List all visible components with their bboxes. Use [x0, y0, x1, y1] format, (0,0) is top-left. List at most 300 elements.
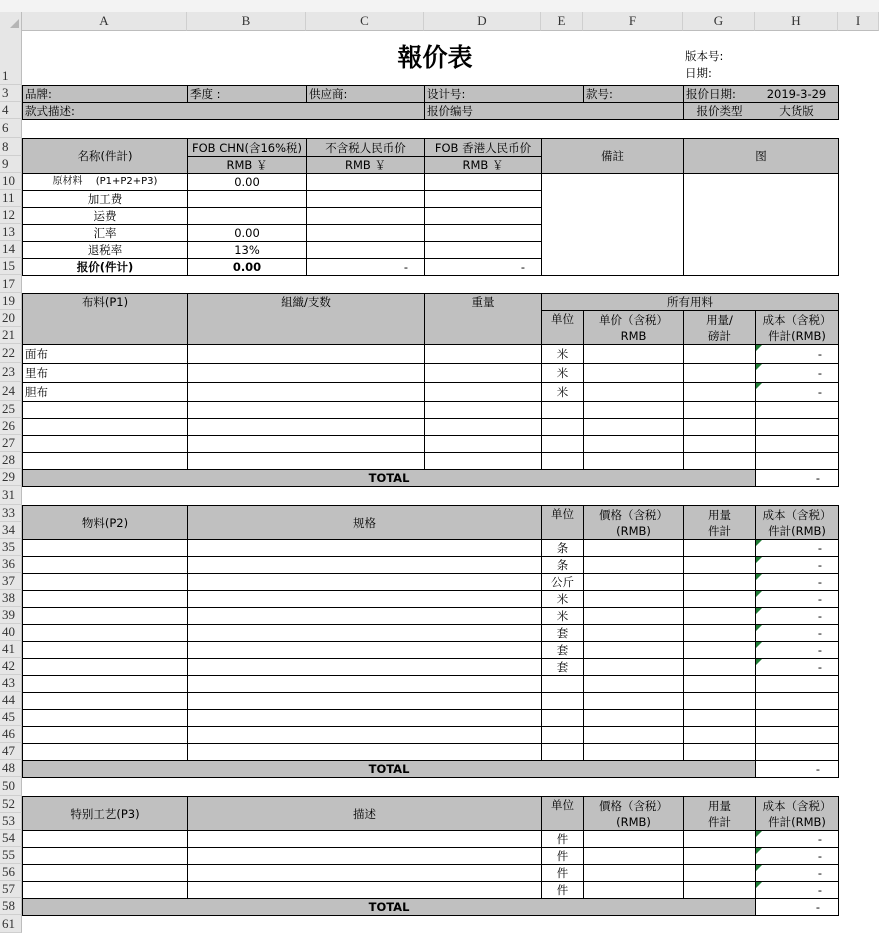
material-row-usage[interactable] — [683, 539, 756, 557]
fabric-row-unit[interactable] — [541, 382, 584, 402]
row-header[interactable]: 9 — [0, 156, 22, 173]
row-header[interactable]: 14 — [0, 241, 22, 258]
material-header-name[interactable] — [22, 505, 188, 540]
material-row-unit[interactable] — [541, 658, 584, 676]
fabric-row-name[interactable] — [22, 344, 188, 364]
material-row-spec[interactable] — [187, 624, 542, 642]
quote-type-value[interactable] — [755, 102, 839, 120]
fabric-row-cost[interactable] — [755, 382, 839, 402]
craft-row-cost[interactable] — [755, 881, 839, 899]
row-header[interactable]: 44 — [0, 692, 22, 709]
material-row-spec[interactable] — [187, 709, 542, 727]
row-header[interactable]: 34 — [0, 522, 22, 539]
column-header-b[interactable]: B — [187, 12, 306, 31]
material-row-name[interactable] — [22, 624, 188, 642]
fabric-row-spec[interactable] — [187, 435, 425, 453]
summary-header-currency[interactable] — [424, 156, 542, 174]
row-header[interactable]: 8 — [0, 138, 22, 156]
material-row-name[interactable] — [22, 556, 188, 574]
summary-row-notax[interactable] — [306, 224, 425, 242]
material-row-name[interactable] — [22, 675, 188, 693]
craft-row-price[interactable] — [583, 881, 684, 899]
material-row-spec[interactable] — [187, 573, 542, 591]
summary-row-hk[interactable] — [424, 258, 542, 276]
material-row-price[interactable] — [583, 624, 684, 642]
image-area[interactable] — [683, 173, 839, 276]
craft-row-cost[interactable] — [755, 847, 839, 865]
material-row-unit[interactable] — [541, 692, 584, 710]
row-header[interactable]: 31 — [0, 486, 22, 505]
fabric-row-price[interactable] — [583, 401, 684, 419]
craft-row-price[interactable] — [583, 864, 684, 882]
summary-row-fob[interactable] — [187, 173, 307, 191]
quote-type-label[interactable] — [683, 102, 756, 120]
fabric-header-name[interactable] — [22, 293, 188, 345]
fabric-row-weight[interactable] — [424, 435, 542, 453]
summary-row-label[interactable] — [22, 224, 188, 242]
fabric-header-price[interactable] — [583, 310, 684, 345]
material-row-name[interactable] — [22, 709, 188, 727]
fabric-row-cost[interactable] — [755, 363, 839, 383]
craft-row-name[interactable] — [22, 881, 188, 899]
fabric-row-price[interactable] — [583, 435, 684, 453]
material-row-price[interactable] — [583, 658, 684, 676]
fabric-header-spec[interactable] — [187, 293, 425, 345]
fabric-row-unit[interactable] — [541, 401, 584, 419]
summary-header-fob-chn[interactable] — [187, 138, 307, 157]
material-total-label[interactable] — [22, 760, 756, 778]
row-header[interactable]: 52 — [0, 796, 22, 813]
material-row-price[interactable] — [583, 675, 684, 693]
row-header[interactable]: 13 — [0, 224, 22, 241]
row-header[interactable]: 17 — [0, 275, 22, 293]
summary-header-remark[interactable] — [541, 138, 684, 174]
row-header[interactable]: 61 — [0, 915, 22, 933]
row-header[interactable]: 33 — [0, 505, 22, 522]
summary-row-hk[interactable] — [424, 207, 542, 225]
fabric-row-price[interactable] — [583, 344, 684, 364]
material-row-spec[interactable] — [187, 539, 542, 557]
summary-header-fob-hk[interactable] — [424, 138, 542, 157]
material-row-price[interactable] — [583, 590, 684, 608]
fabric-row-unit[interactable] — [541, 418, 584, 436]
sheet-title[interactable] — [187, 30, 683, 85]
fabric-row-weight[interactable] — [424, 452, 542, 470]
material-row-cost[interactable] — [755, 607, 839, 625]
fabric-row-spec[interactable] — [187, 382, 425, 402]
summary-header-no-tax[interactable] — [306, 138, 425, 157]
craft-row-spec[interactable] — [187, 847, 542, 865]
material-row-cost[interactable] — [755, 624, 839, 642]
fabric-row-usage[interactable] — [683, 452, 756, 470]
row-header[interactable]: 35 — [0, 539, 22, 556]
summary-row-notax[interactable] — [306, 258, 425, 276]
fabric-row-usage[interactable] — [683, 418, 756, 436]
craft-row-cost[interactable] — [755, 864, 839, 882]
material-row-cost[interactable] — [755, 556, 839, 574]
row-header[interactable]: 20 — [0, 310, 22, 327]
column-header-f[interactable]: F — [583, 12, 683, 31]
row-header[interactable]: 53 — [0, 813, 22, 830]
summary-row-notax[interactable] — [306, 173, 425, 191]
fabric-row-spec[interactable] — [187, 401, 425, 419]
summary-row-hk[interactable] — [424, 190, 542, 208]
material-row-unit[interactable] — [541, 743, 584, 761]
fabric-header-all[interactable] — [541, 293, 839, 311]
row-header[interactable]: 10 — [0, 173, 22, 190]
summary-header-name[interactable] — [22, 138, 188, 174]
row-header[interactable]: 46 — [0, 726, 22, 743]
style-no-field[interactable] — [583, 85, 684, 103]
fabric-row-usage[interactable] — [683, 344, 756, 364]
fabric-row-usage[interactable] — [683, 435, 756, 453]
fabric-row-unit-text: 米 — [556, 366, 569, 380]
material-row-cost[interactable] — [755, 743, 839, 761]
material-row-name[interactable] — [22, 743, 188, 761]
material-row-cost[interactable] — [755, 573, 839, 591]
row-header[interactable]: 4 — [0, 102, 22, 119]
column-header-c[interactable]: C — [306, 12, 424, 31]
brand-field[interactable] — [22, 85, 188, 103]
row-header[interactable]: 15 — [0, 258, 22, 275]
craft-header-price[interactable] — [583, 796, 684, 831]
material-row-price[interactable] — [583, 556, 684, 574]
fabric-row-name[interactable] — [22, 418, 188, 436]
material-row-cost[interactable] — [755, 675, 839, 693]
material-row-price[interactable] — [583, 641, 684, 659]
column-header-g[interactable]: G — [683, 12, 755, 31]
material-row-spec[interactable] — [187, 641, 542, 659]
material-row-unit-text: 条 — [556, 541, 569, 555]
material-row-usage[interactable] — [683, 624, 756, 642]
craft-row-spec[interactable] — [187, 881, 542, 899]
fabric-row-spec[interactable] — [187, 363, 425, 383]
material-row-name[interactable] — [22, 658, 188, 676]
fabric-row-unit[interactable] — [541, 363, 584, 383]
material-total-value[interactable] — [755, 760, 839, 778]
row-header[interactable]: 58 — [0, 898, 22, 915]
material-row-cost[interactable] — [755, 709, 839, 727]
column-header-e[interactable]: E — [541, 12, 583, 31]
column-header-d[interactable]: D — [424, 12, 541, 31]
material-row-spec[interactable] — [187, 590, 542, 608]
summary-header-image[interactable] — [683, 138, 839, 174]
fabric-row-unit[interactable] — [541, 452, 584, 470]
material-row-price[interactable] — [583, 573, 684, 591]
summary-row-hk[interactable] — [424, 173, 542, 191]
row-header[interactable]: 21 — [0, 327, 22, 344]
fabric-row-price[interactable] — [583, 382, 684, 402]
row-header[interactable]: 56 — [0, 864, 22, 881]
row-header[interactable]: 12 — [0, 207, 22, 224]
material-row-unit-text: 套 — [556, 643, 569, 657]
material-row-price[interactable] — [583, 607, 684, 625]
summary-row-label[interactable] — [22, 207, 188, 225]
material-row-name[interactable] — [22, 641, 188, 659]
material-row-unit[interactable] — [541, 624, 584, 642]
quote-date-label[interactable] — [683, 85, 756, 103]
craft-row-usage[interactable] — [683, 881, 756, 899]
column-header-i[interactable]: I — [838, 12, 879, 31]
sheet-title-text: 報价表 — [397, 42, 473, 72]
summary-header-fob-hk-text: FOB 香港人民币价 — [434, 140, 532, 155]
design-no-field[interactable] — [424, 85, 584, 103]
row-header[interactable]: 39 — [0, 607, 22, 624]
row-header[interactable]: 50 — [0, 777, 22, 796]
row-header[interactable]: 36 — [0, 556, 22, 573]
craft-row-cost[interactable] — [755, 830, 839, 848]
row-header[interactable]: 45 — [0, 709, 22, 726]
material-row-spec[interactable] — [187, 675, 542, 693]
fabric-header-unit[interactable] — [541, 310, 584, 345]
comment-marker-icon — [756, 364, 762, 370]
craft-row-name[interactable] — [22, 830, 188, 848]
material-row-cost[interactable] — [755, 726, 839, 744]
material-row-usage[interactable] — [683, 573, 756, 591]
material-row-usage[interactable] — [683, 675, 756, 693]
material-row-unit[interactable] — [541, 573, 584, 591]
row-header[interactable]: 25 — [0, 401, 22, 418]
summary-row-fob[interactable] — [187, 258, 307, 276]
fabric-row-price[interactable] — [583, 452, 684, 470]
fabric-row-name[interactable] — [22, 452, 188, 470]
craft-header-name[interactable] — [22, 796, 188, 831]
fabric-row-unit[interactable] — [541, 435, 584, 453]
row-header[interactable]: 29 — [0, 469, 22, 486]
row-header[interactable]: 28 — [0, 452, 22, 469]
row-header[interactable]: 41 — [0, 641, 22, 658]
fabric-row-name-text: 里布 — [25, 366, 48, 380]
supplier-field[interactable] — [306, 85, 425, 103]
material-row-spec[interactable] — [187, 726, 542, 744]
summary-header-currency[interactable] — [306, 156, 425, 174]
row-header[interactable]: 27 — [0, 435, 22, 452]
fabric-row-price[interactable] — [583, 418, 684, 436]
fabric-row-name[interactable] — [22, 435, 188, 453]
row-header[interactable]: 3 — [0, 85, 22, 102]
craft-total-label[interactable] — [22, 898, 756, 916]
craft-row-name[interactable] — [22, 847, 188, 865]
craft-row-unit[interactable] — [541, 864, 584, 882]
row-header[interactable]: 19 — [0, 293, 22, 310]
material-row-price[interactable] — [583, 539, 684, 557]
row-header[interactable]: 40 — [0, 624, 22, 641]
fabric-row-usage[interactable] — [683, 363, 756, 383]
fabric-row-name[interactable] — [22, 382, 188, 402]
material-row-name[interactable] — [22, 692, 188, 710]
summary-row-label[interactable] — [22, 258, 188, 276]
row-header[interactable]: 24 — [0, 382, 22, 401]
material-row-price[interactable] — [583, 709, 684, 727]
summary-row-notax[interactable] — [306, 207, 425, 225]
summary-row-notax[interactable] — [306, 190, 425, 208]
material-row-usage[interactable] — [683, 641, 756, 659]
column-header-a[interactable]: A — [22, 12, 187, 31]
row-header[interactable]: 23 — [0, 363, 22, 382]
material-row-price[interactable] — [583, 692, 684, 710]
material-row-price[interactable] — [583, 743, 684, 761]
row-header[interactable]: 48 — [0, 760, 22, 777]
fabric-row-weight[interactable] — [424, 418, 542, 436]
fabric-header-usage[interactable] — [683, 310, 756, 345]
select-all-button[interactable] — [0, 12, 22, 31]
fabric-row-weight[interactable] — [424, 401, 542, 419]
material-row-spec[interactable] — [187, 607, 542, 625]
row-header[interactable]: 38 — [0, 590, 22, 607]
material-row-name[interactable] — [22, 573, 188, 591]
material-row-usage[interactable] — [683, 607, 756, 625]
craft-row-name[interactable] — [22, 864, 188, 882]
summary-row-label[interactable] — [22, 173, 188, 191]
craft-header-usage[interactable] — [683, 796, 756, 831]
summary-row-label[interactable] — [22, 241, 188, 259]
summary-row-label[interactable] — [22, 190, 188, 208]
craft-row-cost-text: - — [817, 883, 822, 897]
column-header-h[interactable]: H — [755, 12, 838, 31]
fabric-row-name[interactable] — [22, 363, 188, 383]
fabric-row-usage[interactable] — [683, 382, 756, 402]
fabric-row-cost[interactable] — [755, 401, 839, 419]
craft-row-unit[interactable] — [541, 830, 584, 848]
fabric-row-spec[interactable] — [187, 344, 425, 364]
material-row-spec[interactable] — [187, 743, 542, 761]
summary-row-fob[interactable] — [187, 190, 307, 208]
fabric-row-spec[interactable] — [187, 452, 425, 470]
fabric-header-weight[interactable] — [424, 293, 542, 345]
row-header[interactable]: 57 — [0, 881, 22, 898]
quote-no-field[interactable] — [424, 102, 684, 120]
row-header[interactable]: 47 — [0, 743, 22, 760]
material-row-usage[interactable] — [683, 556, 756, 574]
material-row-cost[interactable] — [755, 539, 839, 557]
material-row-name[interactable] — [22, 539, 188, 557]
craft-header-cost[interactable] — [755, 796, 839, 831]
row-header[interactable]: 55 — [0, 847, 22, 864]
material-header-price[interactable] — [583, 505, 684, 540]
fabric-row-unit[interactable] — [541, 344, 584, 364]
material-row-usage[interactable] — [683, 726, 756, 744]
row-header[interactable]: 37 — [0, 573, 22, 590]
craft-row-usage[interactable] — [683, 847, 756, 865]
craft-row-usage[interactable] — [683, 864, 756, 882]
material-row-name[interactable] — [22, 607, 188, 625]
craft-total-value[interactable] — [755, 898, 839, 916]
material-row-unit[interactable] — [541, 607, 584, 625]
fabric-row-cost[interactable] — [755, 418, 839, 436]
craft-row-spec[interactable] — [187, 830, 542, 848]
row-header[interactable]: 26 — [0, 418, 22, 435]
summary-row-fob[interactable] — [187, 241, 307, 259]
material-row-usage[interactable] — [683, 590, 756, 608]
row-header[interactable]: 22 — [0, 344, 22, 363]
row-header[interactable]: 1 — [0, 30, 22, 85]
row-header[interactable]: 6 — [0, 119, 22, 138]
material-row-spec[interactable] — [187, 556, 542, 574]
material-header-unit[interactable] — [541, 505, 584, 540]
material-row-usage[interactable] — [683, 709, 756, 727]
material-header-usage[interactable] — [683, 505, 756, 540]
comment-marker-icon — [756, 848, 762, 854]
craft-header-desc[interactable] — [187, 796, 542, 831]
remark-area[interactable] — [541, 173, 684, 276]
craft-header-unit[interactable] — [541, 796, 584, 831]
row-header[interactable]: 54 — [0, 830, 22, 847]
summary-header-currency[interactable] — [187, 156, 307, 174]
fabric-header-spec-text: 組織/支数 — [281, 295, 331, 309]
material-row-unit-text: 米 — [556, 609, 569, 623]
summary-header-image-text: 图 — [755, 149, 767, 163]
material-row-usage[interactable] — [683, 743, 756, 761]
material-row-cost[interactable] — [755, 658, 839, 676]
row-header[interactable]: 42 — [0, 658, 22, 675]
material-row-unit-text: 套 — [556, 660, 569, 674]
craft-row-usage[interactable] — [683, 830, 756, 848]
quote-date-value[interactable] — [755, 85, 839, 103]
craft-row-unit[interactable] — [541, 847, 584, 865]
material-row-cost[interactable] — [755, 641, 839, 659]
ph-text: 用量 件計 — [708, 798, 731, 829]
summary-row-fob[interactable] — [187, 224, 307, 242]
material-row-unit[interactable] — [541, 539, 584, 557]
summary-row-notax[interactable] — [306, 241, 425, 259]
fabric-row-cost[interactable] — [755, 452, 839, 470]
summary-row-hk[interactable] — [424, 241, 542, 259]
material-row-unit[interactable] — [541, 726, 584, 744]
craft-row-price[interactable] — [583, 847, 684, 865]
fabric-row-weight[interactable] — [424, 344, 542, 364]
material-row-unit[interactable] — [541, 556, 584, 574]
material-row-cost[interactable] — [755, 590, 839, 608]
material-row-price[interactable] — [583, 726, 684, 744]
material-row-name[interactable] — [22, 590, 188, 608]
craft-row-spec[interactable] — [187, 864, 542, 882]
fabric-row-cost[interactable] — [755, 344, 839, 364]
style-desc-field[interactable] — [22, 102, 425, 120]
fabric-row-name[interactable] — [22, 401, 188, 419]
row-header[interactable]: 43 — [0, 675, 22, 692]
material-row-cost[interactable] — [755, 692, 839, 710]
material-row-spec[interactable] — [187, 658, 542, 676]
material-header-cost[interactable] — [755, 505, 839, 540]
material-row-unit[interactable] — [541, 641, 584, 659]
fabric-row-weight[interactable] — [424, 382, 542, 402]
fabric-row-usage[interactable] — [683, 401, 756, 419]
material-header-spec[interactable] — [187, 505, 542, 540]
material-row-cost-text: - — [817, 592, 822, 606]
material-row-unit[interactable] — [541, 675, 584, 693]
fabric-row-weight[interactable] — [424, 363, 542, 383]
summary-row-fob[interactable] — [187, 207, 307, 225]
material-row-usage[interactable] — [683, 692, 756, 710]
fabric-header-cost[interactable] — [755, 310, 839, 345]
summary-row-hk[interactable] — [424, 224, 542, 242]
craft-row-price[interactable] — [583, 830, 684, 848]
fabric-row-price[interactable] — [583, 363, 684, 383]
row-header[interactable]: 11 — [0, 190, 22, 207]
date-label[interactable] — [683, 30, 838, 85]
craft-row-unit[interactable] — [541, 881, 584, 899]
season-field[interactable] — [187, 85, 307, 103]
fabric-total-value[interactable] — [755, 469, 839, 487]
fabric-total-label[interactable] — [22, 469, 756, 487]
material-row-name[interactable] — [22, 726, 188, 744]
fabric-row-spec[interactable] — [187, 418, 425, 436]
material-row-spec[interactable] — [187, 692, 542, 710]
material-row-usage[interactable] — [683, 658, 756, 676]
material-row-unit[interactable] — [541, 590, 584, 608]
material-row-unit[interactable] — [541, 709, 584, 727]
fabric-row-cost[interactable] — [755, 435, 839, 453]
